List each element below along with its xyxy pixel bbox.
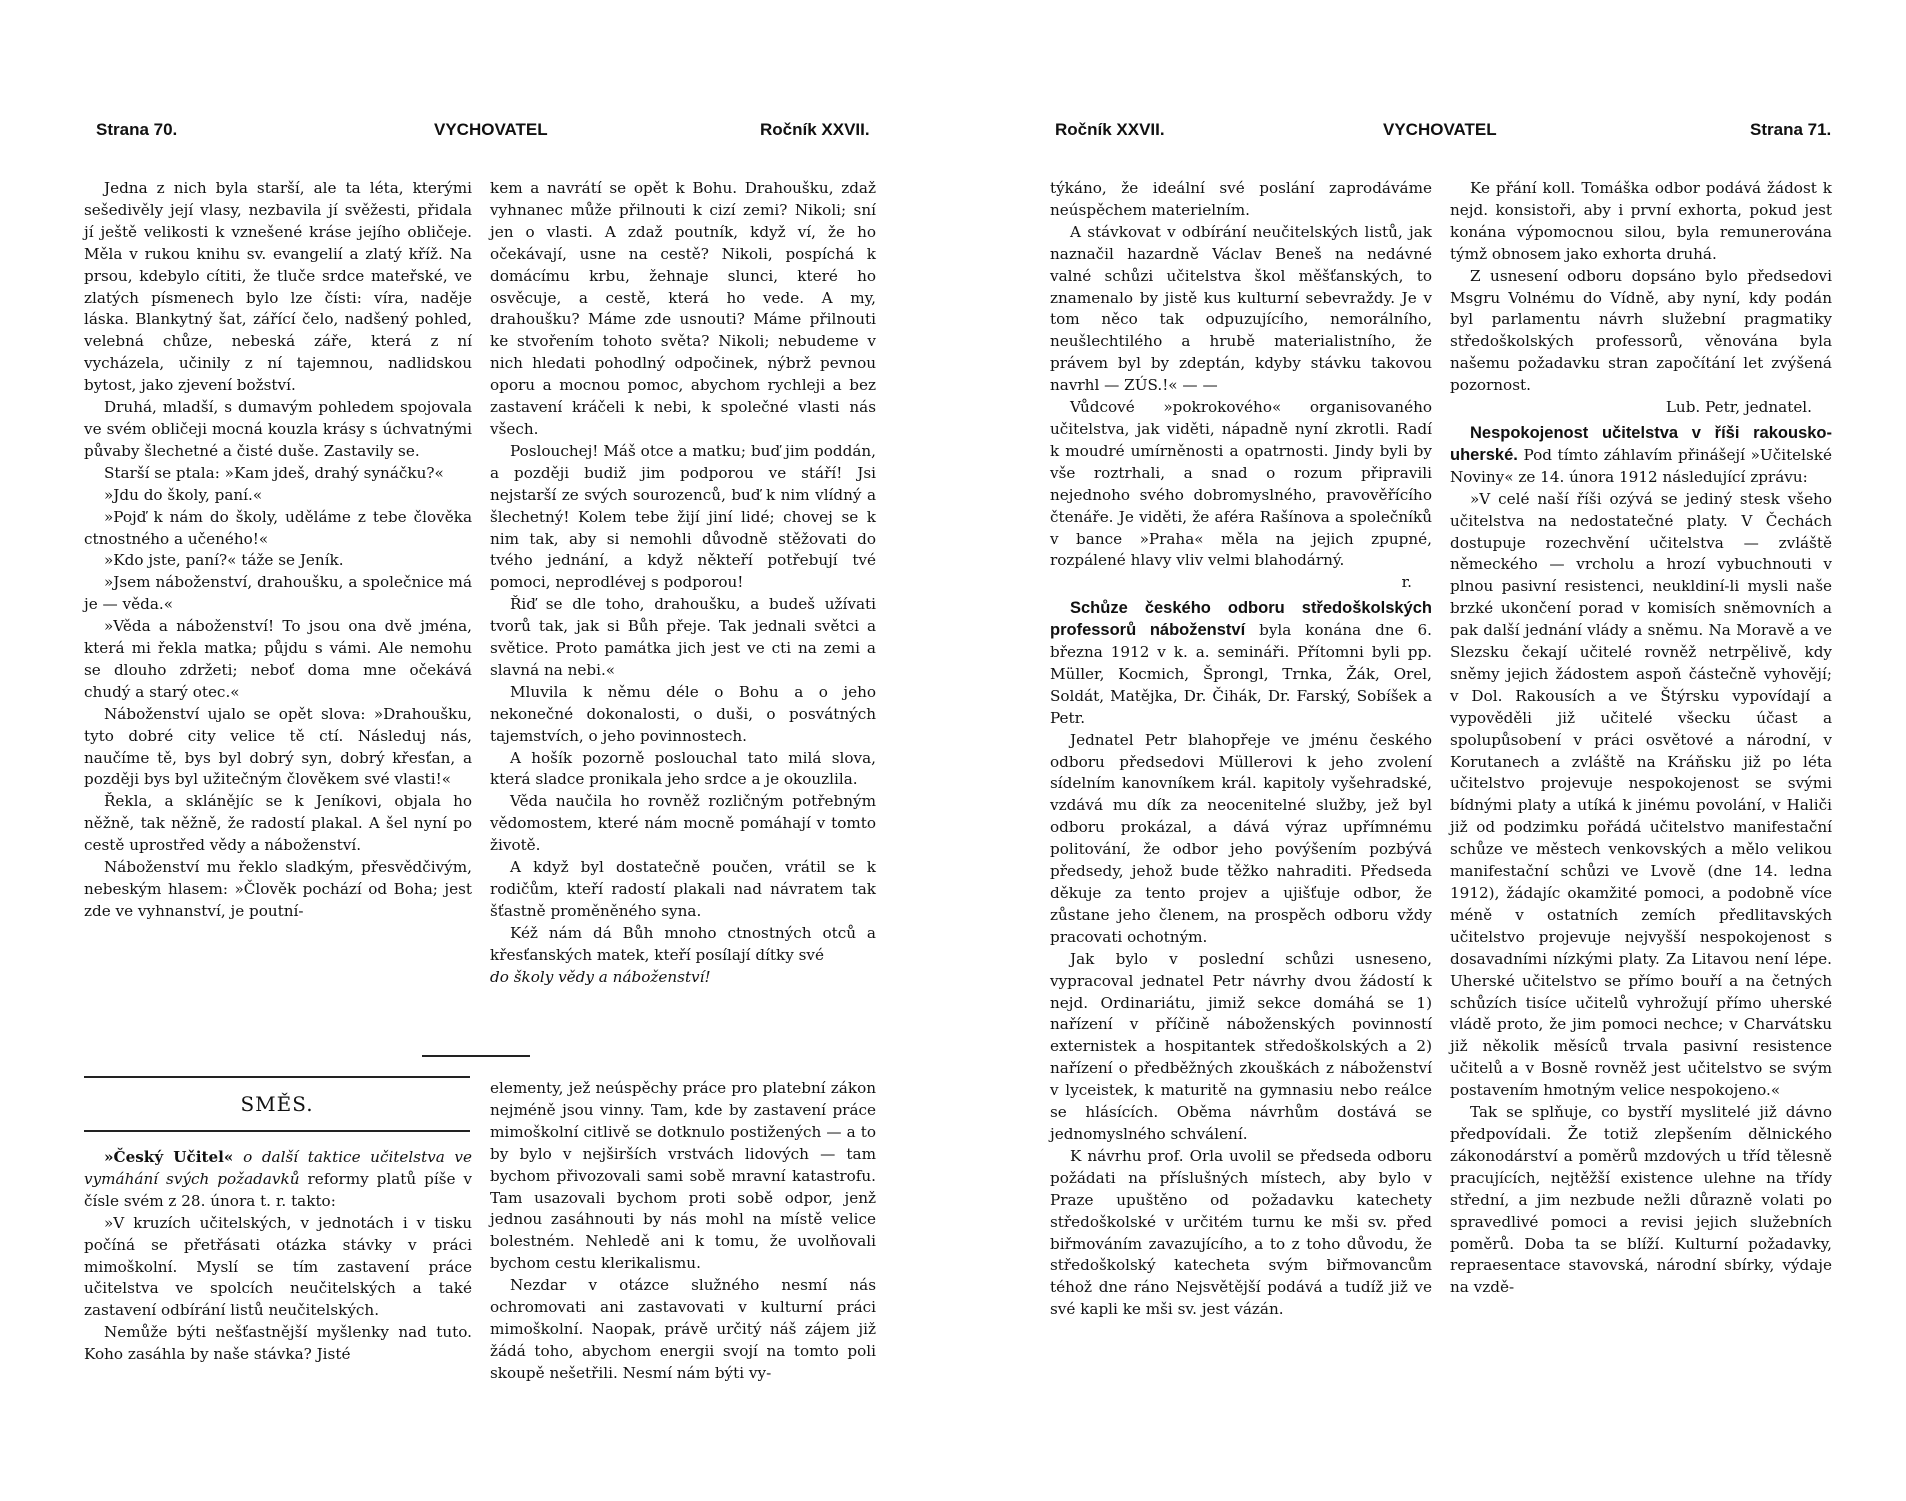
- paragraph: Náboženství mu řeklo sladkým, přesvědčivým, nebeským hlasem: »Člověk pochází od Boha; jest zde ve vyhnanství, je poutní-: [84, 858, 472, 920]
- paragraph: A když byl dostatečně poučen, vrátil se k rodičům, kteří radostí plakali nad návratem tak šťastně proměněného syna.: [490, 858, 876, 920]
- paragraph: Poslouchej! Máš otce a matku; buď jim poddán, a později budiž jim podporou ve stáří! Jsi nejstarší ze svých sourozenců, buď k nim vlídný a šlechetný! Kolem tebe žijí jiní lidé; chovej se k nim tak, aby si nemohli důvodně stěžovati do tvého jednání, a když někteří potřebují tvé pomoci, neprodlévej s podporou!: [490, 441, 876, 592]
- right-page-number: Strana 71.: [1750, 120, 1832, 139]
- closing-line: do školy vědy a náboženství!: [490, 967, 711, 986]
- meeting-heading-rest: byla konána dne 6. března 1912 v k. a. semináři. Přítomni byli pp. Müller, Kocmich, Šprongl, Trnka, Žák, Orel, Soldát, Matějka, Dr. Čihák, Dr. Farský, Sobíšek a Petr.: [1050, 621, 1432, 727]
- paragraph: »Pojď k nám do školy, uděláme z tebe člověka ctnostného a učeného!«: [84, 507, 472, 548]
- paragraph: »V celé naší říši ozývá se jediný stesk všeho učitelstva na nedostatečné platy. V Čechách dostupuje rozechvění učitelstva — zvláště německého — vrcholu a hrozí vybuchnouti v plnou pasivní resistenci, neukldiní-li mysli naše brzké ukončení porad v komisích sněmovních a pak další jednání vlády a sněmu. Na Moravě a ve Slezsku čekají učitelé rovněž netrpělivě, kdy sněmy jejich žádostem aspoň částečně vyhovějí; v Dol. Rakousích a ve Štýrsku vypovídají a vypověděli již učitelé všecku účast a spolupůsobení v práci osvětové a národní, v Korutanech a zvláště na Kráňsku již po léta učitelstvo projevuje nespokojenost se svými bídnými platy a utíká k jinému povolání, v Haliči již od podzimku pořádá učitelstvo manifestační schůze ve městech venkovských a mělo velikou manifestační schůzi ve Lvově (dne 14. ledna 1912), žádajíc okamžité pomoci, a podobně více méně v ostatních zemích předlitavských učitelstvo projevuje nejvyšší nespokojenost s dosavadními nízkými platy. Za Litavou není lépe. Uherské učitelstvo se přímo bouří a na četných schůzích tisíce učitelů vyhrožují přímo uherské vládě proto, že jim pomoci nechce; v Charvátsku již několik měsíců trvala pasivní resistence učitelů a v Bosně rovněž jest učitelstvo se svým postavením hmotným velice nespokojeno.«: [1450, 489, 1832, 1100]
- paragraph: Jednatel Petr blahopřeje ve jménu českého odboru předsedovi Müllerovi k jeho zvolení sídelním kanovníkem král. kapitoly vyšehradské, vzdává mu dík za neocenitelné služby, jež byl odboru prokázal, a dává výraz upřímnému politování, že odbor jeho povýšením pozbývá předsedy, jehož bude těžko nahraditi. Předseda děkuje za tento projev a ujišťuje odbor, že zůstane jeho členem, na prospěch odboru vždy pracovati ochotným.: [1050, 730, 1432, 946]
- paragraph: Jak bylo v poslední schůzi usneseno, vypracoval jednatel Petr návrhy dvou žádostí k nejd. Ordinariátu, jimiž sekce domáhá se 1) nařízení v příčině náboženských povinností externistek a hospitantek středoškolských a 2) nařízení o předběžných zkouškách z náboženství v lyceistek, k maturitě na gymnasiu nebo reálce se hlásících. Oběma návrhům dostává se jednomyslného schválení.: [1050, 949, 1432, 1143]
- paragraph: Řiď se dle toho, drahoušku, a budeš užívati tvorů tak, jak si Bůh přeje. Tak jednali světci a světice. Proto památka jich jest ve cti na zemi a slavná na nebi.«: [490, 595, 876, 679]
- paragraph: »V kruzích učitelských, v jednotách i v tisku počíná se přetřásati otázka stávky v práci mimoškolní. Myslí se tím zastavení práce učitelstva ve spolcích neučitelských a také zastavení odbírání listů neučitelských.: [84, 1213, 472, 1320]
- paragraph: Tak se splňuje, co bystří myslitelé již dávno předpovídali. Že totiž zlepšením dělnického zákonodárství a poměrů mzdových u tříd tělesně pracujících, nejtěžší existence ulehne na třídy střední, a jim nezbude nežli důrazně volati po spravedlivé pomoci a revisi jejich služebních poměrů. Doba ta se blíží. Kulturní požadavky, repraesentace stavovská, národní sbírky, výdaje na vzdě-: [1450, 1103, 1832, 1297]
- paragraph: Druhá, mladší, s dumavým pohledem spojovala ve svém obličeji mocná kouzla krásy s úchvatnými půvaby šlechetné a čisté duše. Zastavily se.: [84, 398, 472, 460]
- meeting-lead: [1050, 598, 1432, 729]
- right-page-column-1: [1050, 178, 1432, 1321]
- paragraph: Nezdar v otázce služného nesmí nás ochromovati ani zastavovati v kulturní práci mimoškolní. Naopak, právě určitý náš zájem již žádá toho, abychom energii svojí na tomto poli skoupě nešetřili. Nesmí nám býti vy-: [490, 1276, 876, 1382]
- paragraph: Řekla, a sklánějíc se k Jeníkovi, objala ho něžně, tak něžně, že radostí plakal. A šel nyní po cestě uprostřed vědy a náboženství.: [84, 792, 472, 855]
- left-journal-title: VYCHOVATEL: [434, 120, 548, 139]
- left-page-column-2: [490, 178, 876, 989]
- paragraph: »Jsem náboženství, drahoušku, a společnice má je — věda.«: [84, 573, 472, 614]
- smes-lead: [84, 1147, 472, 1213]
- left-page-number: Strana 70.: [96, 120, 178, 139]
- paragraph: Jedna z nich byla starší, ale ta léta, kterými sešedivěly její vlasy, nezbavila jí svěžesti, přidala jí ještě velikosti k vznešené kráse jejího obličeje. Měla v rukou knihu sv. evangelií a zlatý kříž. Na prsou, kdebylo cítiti, že tluče srdce mateřské, ve zlatých písmenech bylo lze čísti: víra, naděje láska. Blankytný šat, zářící čelo, nadšený pohled, velebná chůze, nebeská záře, která z ní vycházela, učinily z ní tajemnou, nadlidskou bytost, jako zjevení božství.: [84, 179, 472, 395]
- paragraph: A stávkovat v odbírání neučitelských listů, jak naznačil hazardně Václav Beneš na nedávné valné schůzi učitelstva škol měšťanských, to znamenalo by jistě kus kulturní sebevraždy. Je v tom něco tak odpuzujícího, nemorálního, neušlechtilého a hrubě materialistního, že právem byl by zdeptán, kdyby stávku takovou navrhl — ZÚS.!« — —: [1050, 222, 1432, 395]
- section-divider: [422, 1055, 530, 1057]
- smes-header-box: [84, 1076, 470, 1132]
- paragraph: »Věda a náboženství! To jsou ona dvě jména, která mi řekla matka; půjdu s vámi. Ale nemohu se dlouho zdržeti; neboť doma mne očekává chudý a starý otec.«: [84, 617, 472, 701]
- discontent-lead: [1450, 423, 1832, 489]
- author-initial: r.: [1401, 573, 1412, 592]
- right-page-column-2: [1450, 178, 1832, 1299]
- paragraph: A hošík pozorně poslouchal tato milá slova, která sladce pronikala jeho srdce a je okouzlila.: [490, 748, 876, 789]
- right-volume: Ročník XXVII.: [1055, 120, 1165, 139]
- paragraph: Kéž nám dá Bůh mnoho ctnostných otců a křesťanských matek, kteří posílají dítky své: [490, 923, 876, 964]
- paragraph: Vůdcové »pokrokového« organisovaného učitelstva, jak viděti, nápadně nyní zkrotli. Radí k moudré umírněnosti a opatrnosti. Jindy byli by vše roztrhali, a snad o rozum připravili nejednoho svého dobromyslného, pravověřícího čtenáře. Je viděti, že aféra Rašínova a společníků v bance »Praha« měla na jejich zpupné, rozpálené hlavy vliv velmi blahodárný.: [1050, 398, 1432, 570]
- paragraph: týkáno, že ideální své poslání zaprodáváme neúspěchem materielním.: [1050, 179, 1432, 219]
- smes-column-1: [84, 1147, 472, 1366]
- smes-lead-italic: o další taktice učitelstva ve vymáhání svých požadavků: [84, 1148, 472, 1188]
- discontent-heading-rest: Pod tímto záhlavím přinášejí »Učitelské Noviny« ze 14. února 1912 následující zprávu:: [1450, 445, 1832, 486]
- discontent-heading: Nespokojenost učitelstva v říši rakousko-uherské.: [1450, 423, 1832, 464]
- paragraph: kem a navrátí se opět k Bohu. Drahoušku, zdaž vyhnanec může přilnouti k cizí zemi? Nikoli; sní jen o vlasti. A zdaž poutník, když ví, že ho očekávají, usne na cestě? Nikoli, pospíchá k domácímu krbu, žehnaje slunci, které ho osvěcuje, a cestě, která ho vede. A my, drahoušku? Máme zde usnouti? Máme přilnouti ke stvořením tohoto světa? Nikoli; nebudeme v nich hledati pohodlný odpočinek, nýbrž pevnou oporu a mocnou pomoc, abychom rychleji a bez zastavení kráčeli k nebi, k společné vlasti nás všech.: [490, 179, 876, 438]
- paragraph: »Kdo jste, paní?« táže se Jeník.: [104, 551, 344, 570]
- paragraph: elementy, jež neúspěchy práce pro platební zákon nejméně jsou vinny. Tam, kde by zastavení práce mimoškolní citlivě se dotknulo postižených — a to by bylo v nejširších vrstvách lidových — tam bychom přivozovali sami sobě mravní katastrofu. Tam usazovali bychom proti sobě odpor, jenž jednou zasáhnouti by nás mohl na místě velice bolestném. Nehledě ani k tomu, že uvolňovali bychom cestu klerikalismu.: [490, 1079, 876, 1273]
- left-volume: Ročník XXVII.: [760, 120, 870, 139]
- paragraph: Mluvila k němu déle o Bohu a o jeho nekonečné dokonalosti, o duši, o posvátných tajemstvích, o jeho povinnostech.: [490, 682, 876, 745]
- smes-title: SMĚS.: [240, 1092, 314, 1116]
- paragraph: Z usnesení odboru dopsáno bylo předsedovi Msgru Volnému do Vídně, aby nyní, kdy podán byl parlamentu návrh služební pragmatiky středoškolských professorů, věnována byla našemu požadavku stran započítání let zvýšená pozornost.: [1450, 266, 1832, 395]
- paragraph: »Jdu do školy, paní.«: [104, 485, 263, 504]
- paragraph: K návrhu prof. Orla uvolil se předseda odboru požádati na příslušných místech, aby bylo v Praze upuštěno od požadavku katechety středoškolské v určitém turnu ke mši sv. před biřmováním zavazujícího, a to z toho důvodu, že středoškolský katecheta svým biřmovancům téhož dne ráno Nejsvětější podává a tudíž již ve své kapli ke mši sv. jest vázán.: [1050, 1146, 1432, 1319]
- paragraph: Věda naučila ho rovněž rozličným potřebným vědomostem, které nám mocně pomáhají v tomto životě.: [490, 792, 876, 855]
- paragraph: Nemůže býti nešťastnější myšlenky nad tuto. Koho zasáhla by naše stávka? Jisté: [84, 1323, 472, 1364]
- smes-lead-rest: reformy platů píše v čísle svém z 28. února t. r. takto:: [84, 1169, 473, 1210]
- smes-column-2: [490, 1078, 876, 1385]
- paragraph: Náboženství ujalo se opět slova: »Drahoušku, tyto dobré city velice tě ctí. Následuj nás, naučíme tě, bys byl dobrý syn, dobrý křesťan, a později bys byl užitečným člověkem své vlasti!«: [84, 704, 472, 789]
- paragraph: Ke přání koll. Tomáška odbor podává žádost k nejd. konsistoři, aby i první exhorta, pokud jest konána výpomocnou silou, byla remunerována týmž obnosem jako exhorta druhá.: [1450, 179, 1832, 263]
- signature: Lub. Petr, jednatel.: [1665, 398, 1812, 417]
- left-page-column-1: [84, 178, 472, 923]
- meeting-heading: Schůze českého odboru středoškolských professorů náboženství: [1050, 599, 1432, 640]
- paragraph: Starší se ptala: »Kam jdeš, drahý synáčku?«: [104, 463, 444, 482]
- smes-lead-source: »Český Učitel«: [104, 1148, 234, 1166]
- right-journal-title: VYCHOVATEL: [1383, 120, 1497, 139]
